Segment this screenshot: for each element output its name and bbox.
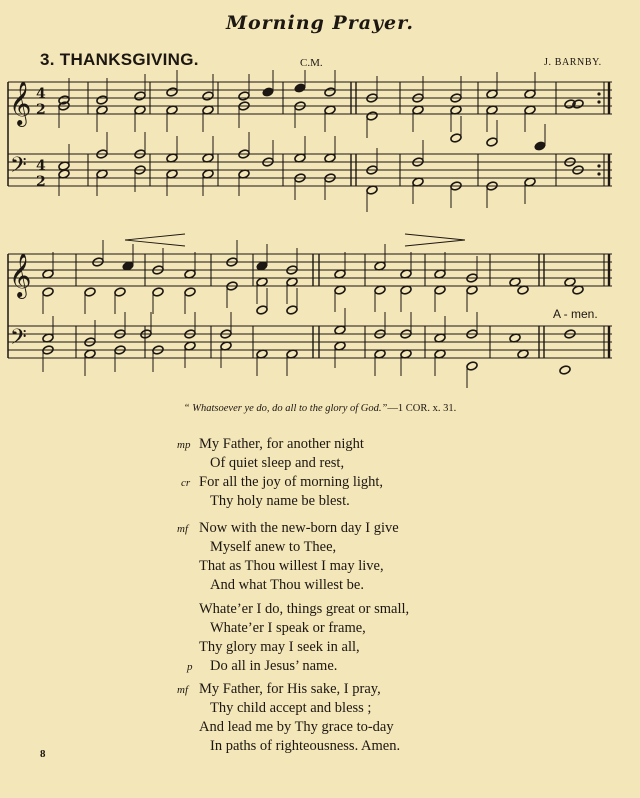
note-head (534, 141, 546, 151)
note-head (294, 83, 306, 93)
svg-text:4: 4 (36, 86, 46, 102)
scripture-quote (0, 403, 640, 414)
verse-line: My Father, for His sake, I pray, (199, 681, 381, 697)
note-head (286, 305, 298, 315)
page-title: Morning Prayer. (225, 12, 415, 34)
treble-clef-icon: 𝄞 (9, 253, 32, 297)
composer-name: J. BARNBY. (544, 57, 602, 68)
note-head (152, 287, 164, 297)
staff-lines (8, 82, 612, 358)
note-head (238, 91, 250, 101)
repeat-dots (597, 92, 600, 175)
note-head (486, 137, 498, 147)
verse-line: Myself anew to Thee, (210, 539, 337, 555)
bass-clef-icon: 𝄢 (10, 325, 27, 355)
verse-line: Thy glory may I seek in all, (199, 639, 360, 655)
verse-line: Thy child accept and bless ; (210, 700, 372, 716)
verse-line: And what Thou willest be. (210, 577, 364, 593)
verse-line: Of quiet sleep and rest, (210, 455, 345, 471)
note-head (42, 287, 54, 297)
note-head (166, 87, 178, 97)
note-head (366, 111, 378, 121)
note-head (134, 91, 146, 101)
verse-line: In paths of righteousness. Amen. (210, 738, 401, 754)
treble-clef-icon: 𝄞 (9, 81, 32, 125)
barlines (8, 82, 609, 358)
note-head (262, 87, 274, 97)
dynamic-mark: p (187, 661, 193, 673)
svg-text:2: 2 (36, 102, 46, 118)
note-head (256, 305, 268, 315)
hairpins (125, 234, 465, 246)
dynamic-mark: mp (177, 439, 191, 451)
amen-lyric: A - men. (553, 307, 598, 321)
hymn-meter: C.M. (300, 57, 323, 69)
dynamic-mark: cr (181, 477, 191, 489)
note-head (202, 91, 214, 101)
note-head (324, 87, 336, 97)
svg-text:4: 4 (36, 158, 46, 174)
verse-line: Whate’er I speak or frame, (210, 620, 366, 636)
music-score (0, 70, 640, 390)
dynamic-mark: mf (177, 523, 188, 535)
note-head (96, 95, 108, 105)
dynamic-mark: mf (177, 684, 188, 696)
scripture-text: “ Whatsoever ye do, do all to the glory of God.” (183, 403, 388, 414)
page-number: 8 (40, 748, 46, 760)
verse-line: Thy holy name be blest. (210, 493, 350, 509)
verse-line: For all the joy of morning light, (199, 474, 384, 490)
bass-clef-icon: 𝄢 (10, 153, 27, 183)
note-head (466, 361, 478, 371)
note-head (559, 365, 571, 375)
clefs (9, 81, 46, 355)
verse-line: Now with the new-born day I give (199, 520, 399, 536)
note-head (84, 287, 96, 297)
verse-line: Do all in Jesus’ name. (210, 658, 338, 674)
verse-line: My Father, for another night (199, 436, 364, 452)
verse-line: And lead me by Thy grace to-day (199, 719, 394, 735)
hymn-number-title: 3. THANKSGIVING. (40, 50, 199, 69)
svg-text:2: 2 (36, 174, 46, 190)
scripture-reference: —1 COR. x. 31. (387, 403, 457, 414)
note-head (184, 287, 196, 297)
verse-line: Whate’er I do, things great or small, (199, 601, 410, 617)
verse-line: That as Thou willest I may live, (199, 558, 384, 574)
note-head (450, 133, 462, 143)
note-head (114, 287, 126, 297)
